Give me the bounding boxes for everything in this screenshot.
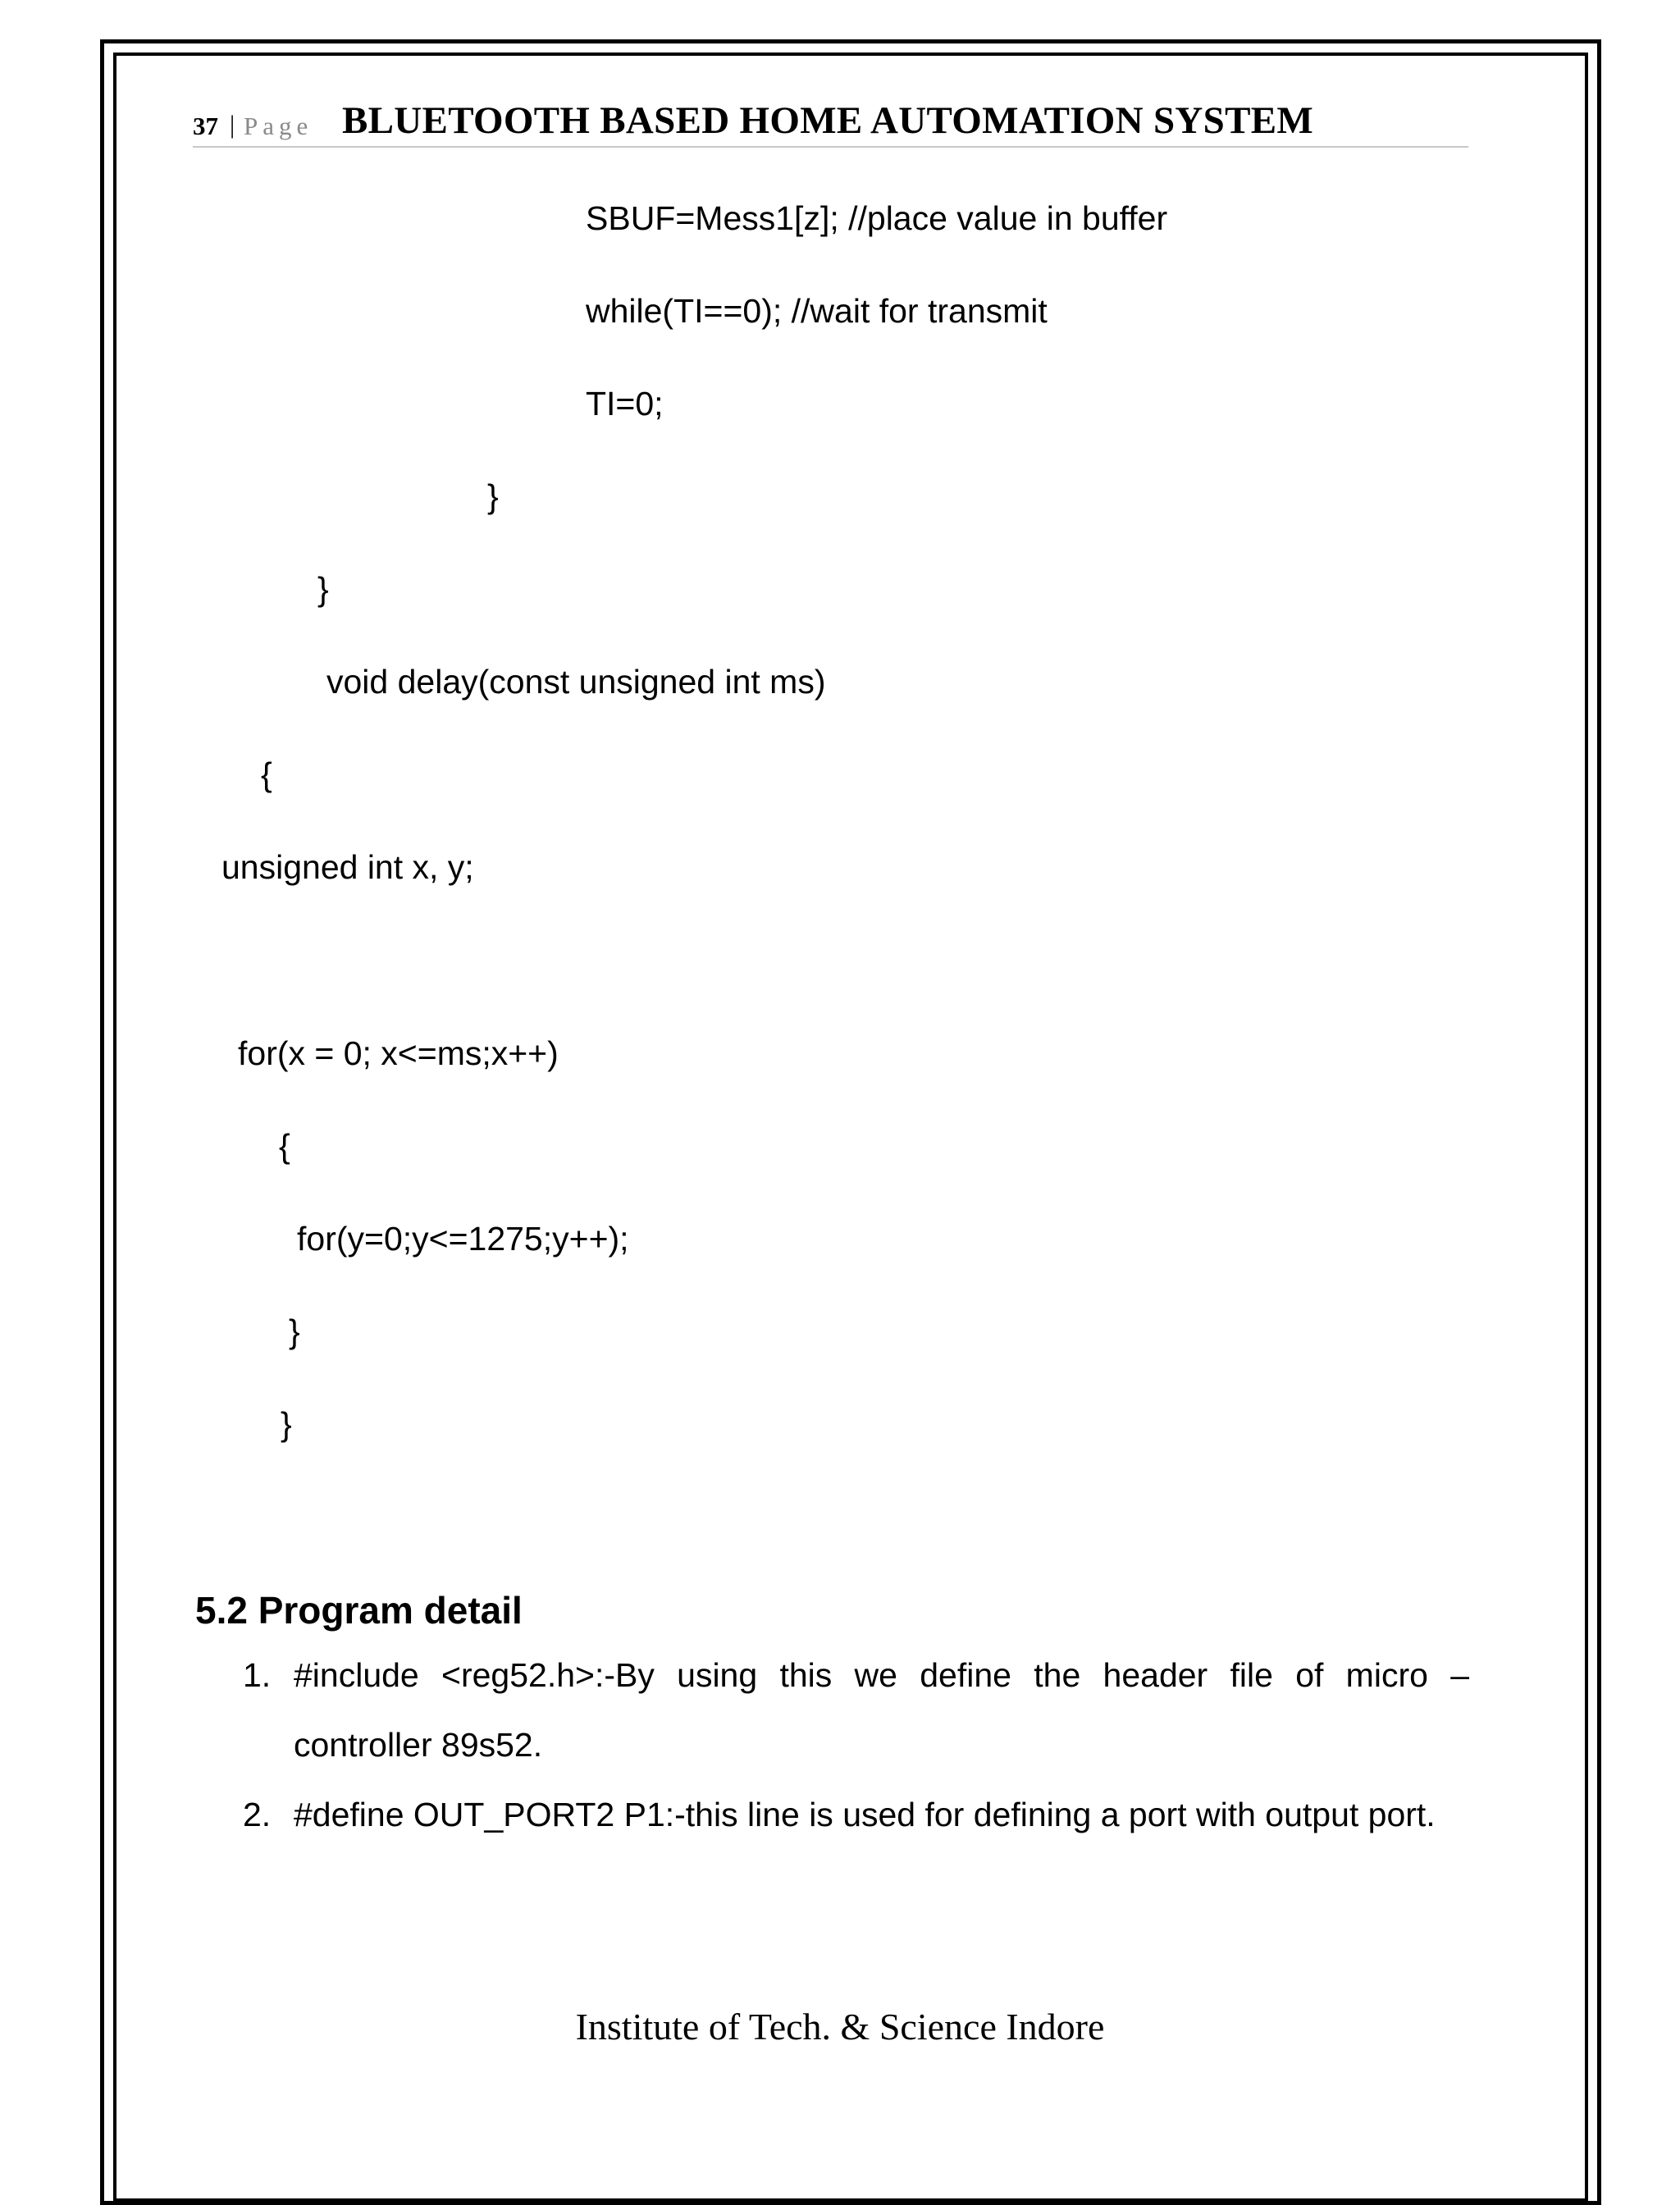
program-detail-list	[240, 1641, 1469, 1850]
list-item	[240, 1641, 1469, 1780]
code-line: }	[317, 570, 329, 608]
page-header	[193, 97, 1468, 148]
code-line: SBUF=Mess1[z]; //place value in buffer	[586, 199, 1168, 237]
document-title: BLUETOOTH BASED HOME AUTOMATION SYSTEM	[342, 99, 1314, 142]
code-line: {	[279, 1127, 290, 1165]
code-line: void delay(const unsigned int ms)	[326, 663, 826, 701]
list-item-number: 2.	[243, 1796, 272, 1833]
page-border-inner	[113, 52, 1588, 2202]
page-number: 37	[193, 112, 218, 140]
code-line: while(TI==0); //wait for transmit	[586, 292, 1048, 330]
page-footer: Institute of Tech. & Science Indore	[575, 2006, 1105, 2048]
page-separator: |	[230, 110, 235, 139]
list-item	[240, 1780, 1469, 1850]
code-line: {	[261, 756, 272, 793]
page-label: Page	[244, 112, 313, 140]
code-line: for(y=0;y<=1275;y++);	[297, 1220, 629, 1258]
section-heading: 5.2 Program detail	[195, 1589, 523, 1632]
code-line: }	[289, 1312, 300, 1350]
code-line: unsigned int x, y;	[221, 848, 474, 886]
list-item-number: 1.	[243, 1656, 272, 1694]
list-item-text: #define OUT_PORT2 P1:-this line is used for defining a port with output port.	[294, 1796, 1436, 1833]
code-line: TI=0;	[586, 385, 664, 422]
code-line: for(x = 0; x<=ms;x++)	[238, 1034, 559, 1072]
code-line: }	[487, 477, 499, 515]
list-item-text: #include <reg52.h>:-By using this we define the header file of micro – controller 89s52.	[294, 1656, 1469, 1764]
code-line: }	[281, 1405, 292, 1443]
